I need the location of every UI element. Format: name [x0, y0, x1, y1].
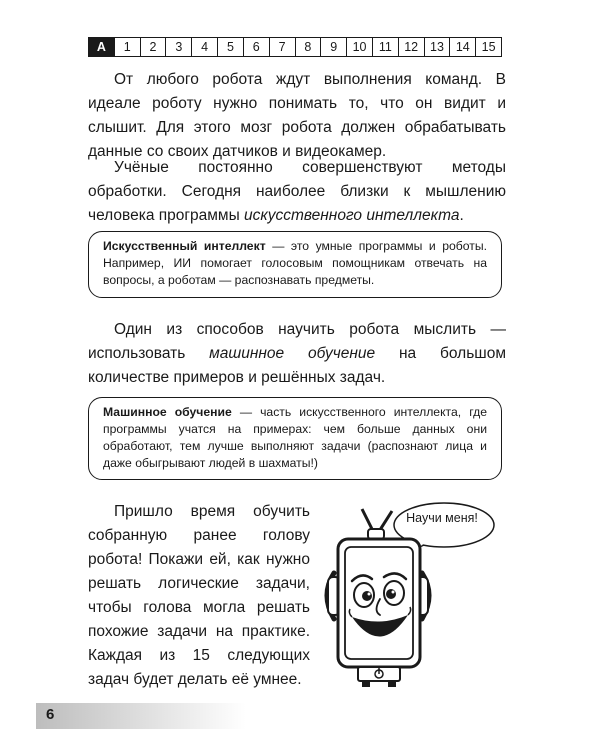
tab-13: 13 [424, 38, 450, 56]
p2-lead: Учёные постоянно совершенствуют методы обработки. Сегодня наиболее близки к мышлению человека программы [88, 159, 506, 224]
p3-end: на большом количестве примеров и решённых задач. [88, 345, 506, 386]
box1-text: — это умные программы и роботы. Например, ИИ помогает голосовым помощникам отвечать на вопросы, а роботам — распознавать предметы. [103, 239, 488, 287]
tab-2: 2 [140, 38, 166, 56]
box1-term: Искусственный интеллект [103, 239, 266, 253]
tab-5: 5 [217, 38, 243, 56]
page-number: 6 [46, 706, 55, 723]
tab-3: 3 [165, 38, 191, 56]
tab-1: 1 [114, 38, 140, 56]
box2-text: — часть искусственного интеллекта, где программы учатся на примерах: чем больше данных они обработают, тем лучше выполняют задачи (распознают лица и даже обыгрывают людей в шахматы!) [103, 405, 487, 470]
robot-head-illustration [318, 495, 518, 695]
p3-term: машинное обучение [209, 345, 376, 362]
tab-14: 14 [449, 38, 475, 56]
tab-11: 11 [372, 38, 398, 56]
paragraph-ai-methods [88, 156, 506, 228]
tab-6: 6 [243, 38, 269, 56]
p2-term: искусственного интеллекта [244, 207, 460, 224]
paragraph-call-to-action: Пришло время обучить собранную ранее голову робота! Покажи ей, как нужно решать логические задачи, чтобы голова могла решать похожие задачи на практике. Каждая из 15 следующих задач будет делать её умнее. [88, 503, 310, 688]
paragraph-machine-learning [88, 318, 506, 390]
tab-10: 10 [346, 38, 372, 56]
tab-15: 15 [475, 38, 501, 56]
paragraph-robot-commands: От любого робота ждут выполнения команд. В идеале роботу нужно понимать то, что он видит и слышит. Для этого мозг робота должен обрабатывать данные со своих датчиков и видеокамер. [88, 71, 506, 160]
p2-end: . [459, 207, 464, 224]
footer-band [36, 703, 246, 729]
section-tabs [88, 37, 502, 57]
tab-12: 12 [398, 38, 424, 56]
tab-7: 7 [269, 38, 295, 56]
speech-bubble-text: Научи меня! [406, 511, 478, 525]
definition-box-ml [88, 397, 502, 480]
tab-4: 4 [191, 38, 217, 56]
p3-lead: Один из способов научить робота мыслить — использовать [88, 321, 506, 362]
box2-term: Машинное обучение [103, 405, 232, 419]
antenna-icon [362, 509, 392, 539]
tab-9: 9 [320, 38, 346, 56]
definition-box-ai [88, 231, 502, 298]
tab-8: 8 [295, 38, 321, 56]
tab-a: A [89, 38, 114, 56]
